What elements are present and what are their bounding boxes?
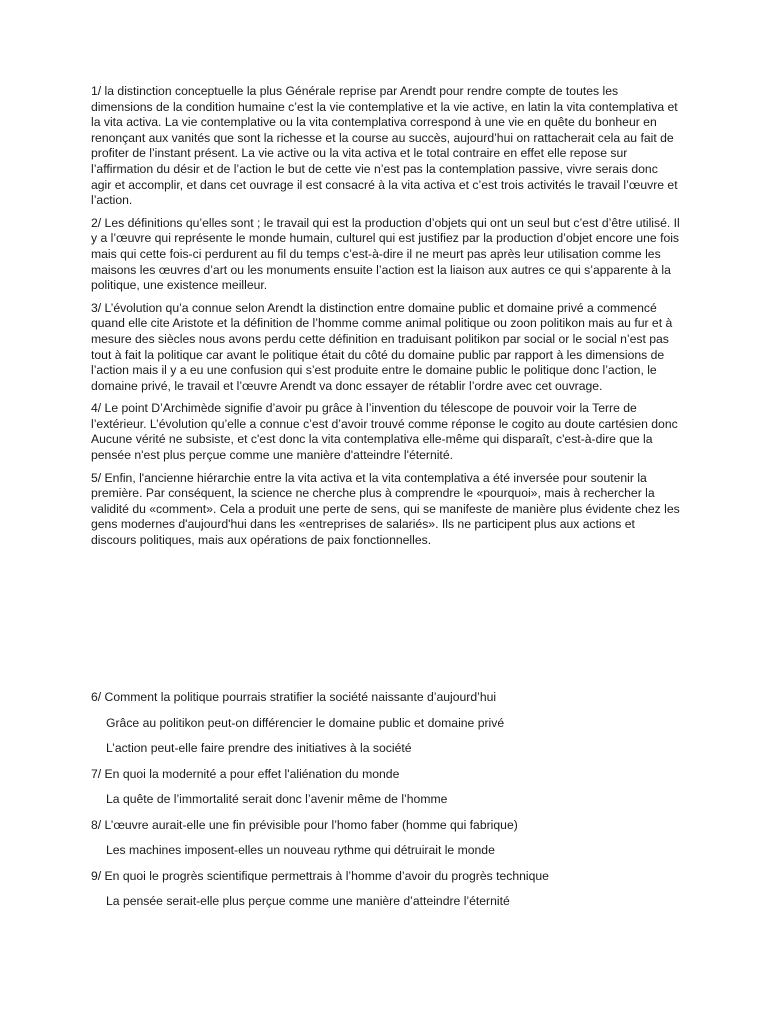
question-9: 9/ En quoi le progrès scientifique permettrais à l’homme d’avoir du progrès technique — [91, 868, 549, 883]
answer-paragraph-4: 4/ Le point D’Archimède signifie d’avoir pu grâce à l’invention du télescope de pouvoir voir la Terre de l’extérieur. L’évolution qu’elle a connue c’est d’avoir trouvé comme réponse le cogito au doute cartésien donc Aucune vérité ne subsiste, et c'est donc la vita contemplativa elle-même qui disparaît, c'est-à-dire que la pensée n'est plus perçue comme une manière d'atteindre l'éternité. — [91, 401, 678, 463]
question-9-sub-1: La pensée serait-elle plus perçue comme une manière d’atteindre l’éternité — [106, 894, 510, 908]
questions-section — [91, 690, 691, 920]
answer-paragraph-2: 2/ Les définitions qu’elles sont ; le travail qui est la production d’objets qui ont un seul but c’est d’être utilisé. Il y a l’œuvre qui représente le monde humain, culturel qui est justifiez par la production d’objet encore une fois mais qui cette fois-ci perdurent au fil du temps c’est-à-dire il ne meurt pas après leur utilisation comme les maisons les œuvres d’art ou les monuments ensuite l’action est la liaison aux autres ce qui s’apparente à la politique, une existence meilleur. — [91, 215, 680, 293]
answer-paragraph-1: 1/ la distinction conceptuelle la plus Générale reprise par Arendt pour rendre compte de toutes les dimensions de la condition humaine c’est la vie contemplative et la vie active, en latin la vita contemplativa et la vita activa. La vie contemplative ou la vita contemplativa correspond à une vie en quête du bonheur en renonçant aux vanités que sont la richesse et la course au succès, aujourd’hui on rattacherait cela au fait de profiter de l’instant présent. La vie active ou la vita activa et le total contraire en effet elle repose sur l’affirmation du désir et de l’action le but de cette vie n’est pas la contemplation passive, vivre serais donc agir et accomplir, et dans cet ouvrage il est consacré à la vita activa et c’est trois activités le travail l’œuvre et l’action. — [91, 84, 678, 208]
question-6-sub-2: L’action peut-elle faire prendre des initiatives à la société — [106, 741, 412, 755]
answers-section — [91, 84, 681, 556]
question-7: 7/ En quoi la modernité a pour effet l'aliénation du monde — [91, 766, 400, 781]
answer-paragraph-5: 5/ Enfin, l'ancienne hiérarchie entre la vita activa et la vita contemplativa a été inversée pour soutenir la première. Par conséquent, la science ne cherche plus à comprendre le «pourquoi», mais à rechercher la validité du «comment». Cela a produit une perte de sens, qui se manifeste de manière plus évidente chez les gens modernes d'aujourd'hui dans les «entreprises de salariés». Ils ne participent plus aux actions et discours politiques, mais aux opérations de paix fonctionnelles. — [91, 470, 680, 548]
question-6-sub-1: Grâce au politikon peut-on différencier le domaine public et domaine privé — [106, 715, 505, 730]
question-6: 6/ Comment la politique pourrais stratifier la société naissante d’aujourd’hui — [91, 690, 497, 704]
answer-paragraph-3: 3/ L’évolution qu’a connue selon Arendt la distinction entre domaine public et domaine privé a commencé quand elle cite Aristote et la définition de l’homme comme animal politique ou zoon politikon mais au fur et à mesure des siècles nous avons perdu cette définition en traduisant politikon par social or le social n’est pas tout à fait la politique car avant le politique était du côté du domaine public par rapport à les dimensions de l’action mais il y a eu une confusion qui s’est produite entre le domaine public le politique donc l’action, le domaine privé, le travail et l’œuvre Arendt va donc essayer de rétablir l’ordre avec cet ouvrage. — [91, 300, 673, 393]
question-8-sub-1: Les machines imposent-elles un nouveau rythme qui détruirait le monde — [106, 843, 495, 857]
question-7-sub-1: La quête de l’immortalité serait donc l’avenir même de l’homme — [106, 792, 448, 806]
question-8: 8/ L’œuvre aurait-elle une fin prévisible pour l’homo faber (homme qui fabrique) — [91, 817, 518, 832]
